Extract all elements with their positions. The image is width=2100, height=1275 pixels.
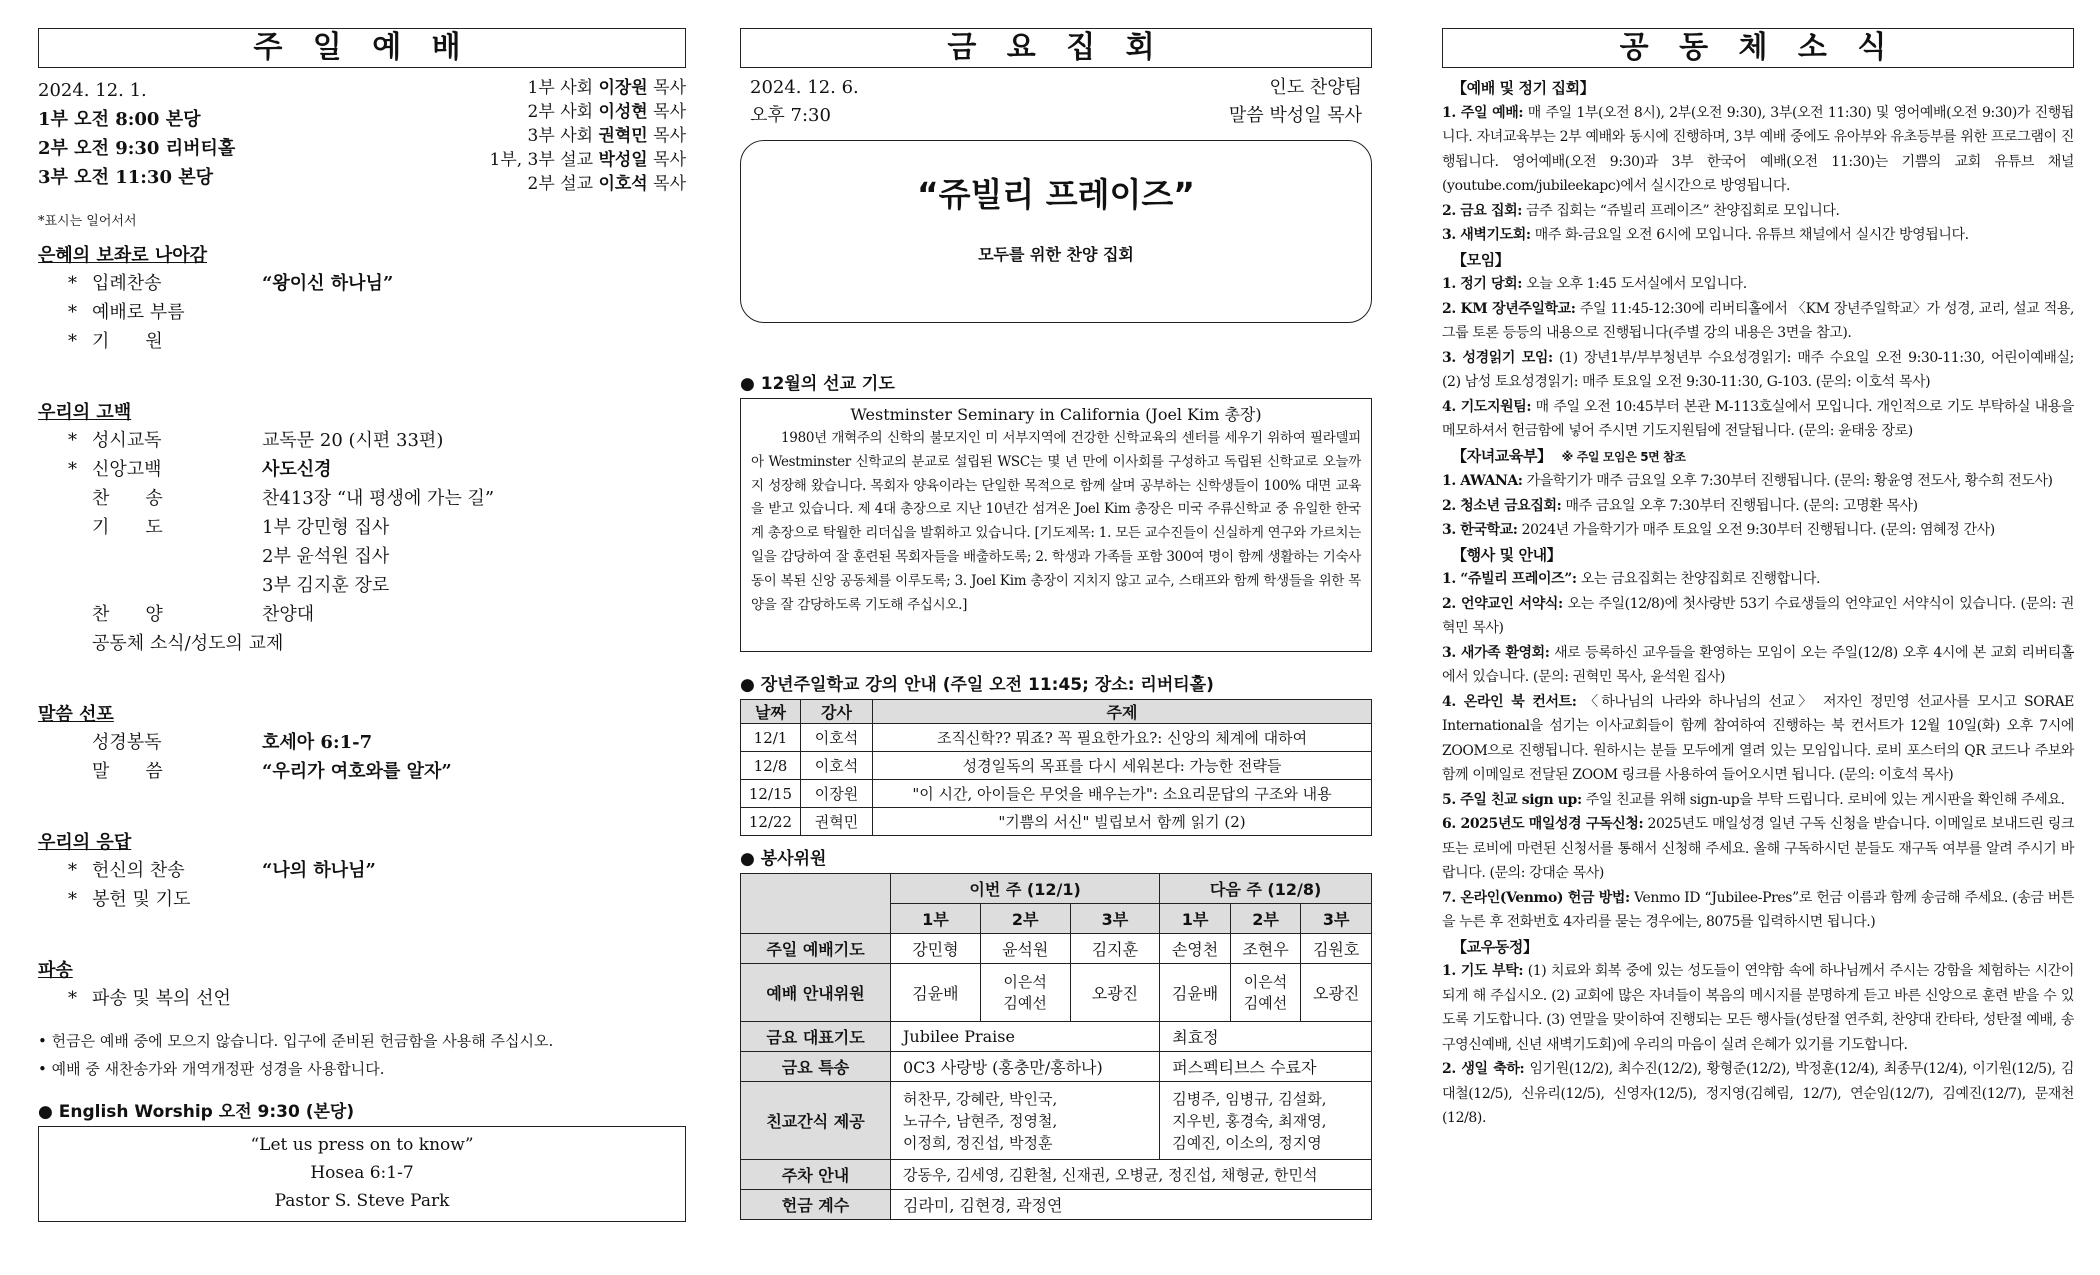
order-item-value: 찬양대 [262,604,315,625]
volunteer-cell: Jubilee Praise [891,1022,1160,1052]
lecture-speaker: 이호석 [801,752,873,780]
english-pastor: Pastor S. Steve Park [274,1191,450,1211]
leader-title: 목사 [653,150,686,170]
news-item-key: 7. 온라인(Venmo) 헌금 방법: [1442,889,1630,906]
leader-name: 박성일 [598,150,648,170]
notice-bullets [38,1027,686,1083]
order-item-name: 성시교독 [92,430,162,451]
news-category [1442,444,2074,470]
english-worship-box [38,1126,686,1222]
news-item [1442,297,2074,346]
part-header: 1부 [891,904,981,934]
news-item-text: 주일 11:45-12:30에 리버티홀에서 〈KM 장년주일학교〉가 성경, 교리, 설교 적용, 그룹 토론 등등의 내용으로 진행됩니다(주별 강의 내용은 3면을 참고). [1442,300,2074,341]
standing-marker: * [68,302,77,323]
leader-line [490,148,686,172]
community-news-column [1442,28,2074,1131]
lecture-heading: ● 장년주일학교 강의 안내 (주일 오전 11:45; 장소: 리버티홀) [740,675,1214,695]
order-item [38,484,686,513]
order-item-name: 기 원 [92,331,163,352]
order-item-name: 봉헌 및 기도 [92,889,191,910]
volunteer-cell: 이은석 김예선 [980,964,1070,1022]
volunteer-cell: 이은석 김예선 [1230,964,1301,1022]
this-week-header: 이번 주 (12/1) [891,874,1160,904]
part-header: 3부 [1070,904,1160,934]
news-category [1442,935,2074,960]
lecture-col-speaker: 강사 [801,700,873,724]
lecture-speaker: 권혁민 [801,808,873,836]
lecture-row [741,724,1372,752]
news-item-key: 3. 성경읽기 모임: [1442,349,1553,366]
news-item-key: 1. 정기 당회: [1442,276,1523,292]
friday-event-title: “쥬빌리 프레이즈” [916,175,1195,214]
order-item-value: 교독문 20 (시편 33편) [262,430,444,451]
news-item-text: 임기원(12/2), 최수진(12/2), 황형준(12/2), 박정훈(12/4), 최종무(12/4), 이기원(12/5), 김대철(12/5), 신유리(12/5), 신영자(12/5), 정지영(김혜림, 12/7), 연순임(12/7), 김예진(12/7), 문재천(12/8). [1442,1061,2074,1126]
english-scripture: Hosea 6:1-7 [310,1163,414,1183]
news-item-key: 1. 주일 예배: [1442,104,1524,121]
order-item-name: 기 도 [92,517,163,538]
leader-line [490,124,686,148]
news-item [1442,101,2074,199]
friday-gathering-column [740,28,1372,1220]
part-header: 1부 [1160,904,1231,934]
row-label-friday-prayer: 금요 대표기도 [741,1022,891,1052]
order-item-name [92,571,262,600]
friday-gathering-title: 금 요 집 회 [740,28,1372,68]
news-item-text: 오늘 오후 1:45 도서실에서 모입니다. [1522,276,1747,292]
volunteer-cell: 퍼스펙티브스 수료자 [1160,1052,1372,1082]
news-category-label: 【모임】 [1452,250,1510,269]
news-item-key: 4. 온라인 북 컨서트: [1442,693,1577,710]
lecture-header-row [741,700,1372,724]
order-item [38,426,686,455]
news-category-note: ※ 주일 모임은 5면 참조 [1561,449,1686,464]
order-item [38,513,686,542]
mission-heading: ● 12월의 선교 기도 [740,374,895,394]
order-item-value: 찬413장 “내 평생에 가는 길” [262,488,495,509]
leader-name: 이호석 [598,174,648,194]
volunteer-cell: 윤석원 [980,934,1070,964]
news-item [1442,788,2074,813]
lecture-date: 12/1 [741,724,801,752]
service-time: 1부 오전 8:00 본당 [38,109,201,130]
friday-sermon: 말씀 박성일 목사 [1228,105,1362,126]
news-item-key: 1. “쥬빌리 프레이즈”: [1442,571,1577,587]
news-item [1442,959,2074,1057]
order-item-name: 성경봉독 [92,732,162,753]
order-item-value [262,885,686,914]
order-section-heading: 은혜의 보좌로 나아감 [38,245,208,266]
order-item-value: “나의 하나님” [262,860,376,881]
news-category-label: 【행사 및 안내】 [1452,545,1562,564]
community-news-title: 공 동 체 소 식 [1442,28,2074,68]
order-item-name: 파송 및 복의 선언 [92,988,231,1009]
lecture-col-date: 날짜 [741,700,801,724]
order-item [38,629,686,658]
news-item-text: 오는 주일(12/8)에 첫사랑반 53기 수료생들의 언약교인 서약식이 있습니다. (문의: 권혁민 목사) [1442,595,2074,636]
lecture-topic: "기쁨의 서신" 빌립보서 함께 읽기 (2) [873,808,1372,836]
service-time: 3부 오전 11:30 본당 [38,167,214,188]
order-item-name: 입례찬송 [92,273,162,294]
news-item-key: 2. 금요 집회: [1442,202,1523,219]
english-sermon-title: “Let us press on to know” [250,1135,474,1155]
part-header: 2부 [980,904,1070,934]
leader-role: 1부 사회 [527,78,594,98]
mission-title: Westminster Seminary in California (Joel Kim 총장) [850,405,1262,424]
news-item [1442,395,2074,444]
news-item-key: 1. 기도 부탁: [1442,963,1524,979]
order-item [38,984,686,1013]
leader-name: 권혁민 [598,126,648,146]
standing-marker: * [68,331,77,352]
volunteer-cell: 오광진 [1301,964,1372,1022]
order-item [38,571,686,600]
order-item [38,856,686,885]
row-label-parking: 주차 안내 [741,1160,891,1190]
news-category-label: 【교우동정】 [1452,937,1538,956]
news-item [1442,518,2074,543]
news-item-text: 2025년도 매일성경 일년 구독 신청을 받습니다. 이메일로 보내드린 링크 또는 로비에 마련된 신청서를 통해서 신청해 주세요. 올해 구독하시던 분들도 재구독 여부를 알려 주시기 바랍니다. (문의: 강대순 목사) [1442,816,2074,881]
order-item-name [92,542,262,571]
news-item [1442,886,2074,935]
news-item-key: 4. 기도지원팀: [1442,398,1532,415]
standing-marker: * [68,459,77,480]
order-item [38,455,686,484]
news-item-key: 6. 2025년도 매일성경 구독신청: [1442,816,1644,832]
news-item-text: 〈하나님의 나라와 하나님의 선교〉 저자인 정민영 선교사를 모시고 SORAE International을 섬기는 이사교회들이 함께 참여하여 진행하는 북 컨서트가 12월 10일(화) 오후 7시에 ZOOM으로 진행됩니다. 원하시는 분들 모두에게 열려 있는 모임입니다. 로비 포스터의 QR 코드나 주보와 함께 이메일로 전달된 ZOOM 링크를 사용하여 들어오시면 됩니다. (문의: 이호석 목사) [1442,693,2074,783]
lecture-rows [741,724,1372,836]
order-item [38,542,686,571]
sunday-worship-column [38,28,686,1222]
news-item-text: 오는 금요집회는 찬양집회로 진행합니다. [1576,571,1821,587]
friday-lead: 인도 찬양팀 [1269,77,1362,98]
order-item-value: “우리가 여호와를 알자” [262,761,452,782]
mission-body: 1980년 개혁주의 신학의 불모지인 미 서부지역에 건강한 신학교육의 센터를 세우기 위하여 필라델피아 Westminster 신학교의 분교로 설립된 WSC는 몇 년 만에 이사회를 구성하고 독립된 신학교로 오늘까지 성장해 왔습니다. 목회자 양육이라는 단일한 목적으로 함께 살며 공부하는 신학생들이 100% 대면 교육을 받고 있습니다. 제 4대 총장으로 지난 10년간 섬겨온 Joel Kim 총장은 미국 주류신학교 중 유일한 한국계 총장으로 탁월한 리더십을 발휘하고 있습니다. [기도제목: 1. 모든 교수진들이 신실하게 연구와 가르치는 일을 감당하여 잘 훈련된 목회자들을 배출하도록; 2. 학생과 가족들 포함 300여 명이 함께 생활하는 기숙사동이 복된 신앙 공동체를 이루도록; 3. Joel Kim 총장이 지치지 않고 교수, 스태프와 함께 학생들을 위한 목양을 잘 감당하도록 기도해 주십시오.] [751,430,1361,613]
next-week-header: 다음 주 (12/8) [1160,874,1372,904]
order-section-heading: 파송 [38,960,73,981]
volunteer-heading: ● 봉사위원 [740,849,827,869]
news-item [1442,1057,2074,1131]
leader-title: 목사 [653,78,686,98]
news-item-text: 주일 친교를 위해 sign-up을 부탁 드립니다. 로비에 있는 게시판을 확인해 주세요. [1581,791,2065,808]
news-item [1442,469,2074,494]
lecture-row [741,780,1372,808]
order-item [38,600,686,629]
order-item-name: 찬 송 [92,488,163,509]
news-category-label: 【예배 및 정기 집회】 [1452,79,1595,97]
news-item-key: 3. 새가족 환영회: [1442,644,1550,661]
order-item-value [231,984,686,1013]
order-item-value: 호세아 6:1-7 [262,732,373,753]
volunteer-cell: 김원호 [1301,934,1372,964]
lecture-row [741,808,1372,836]
volunteer-cell: 강민형 [891,934,981,964]
news-item-key: 3. 한국학교: [1442,522,1518,538]
leader-role: 2부 사회 [527,102,594,122]
row-label-prayer: 주일 예배기도 [741,934,891,964]
volunteer-cell: 김윤배 [1160,964,1231,1022]
volunteer-cell: 오광진 [1070,964,1160,1022]
part-header: 3부 [1301,904,1372,934]
order-section-heading: 우리의 응답 [38,832,132,853]
volunteer-cell: 강동우, 김세영, 김환철, 신재권, 오병균, 정진섭, 채형균, 한민석 [891,1160,1372,1190]
standing-note: *표시는 일어서서 [38,214,137,229]
leader-line [490,76,686,100]
news-item [1442,272,2074,297]
friday-time: 오후 7:30 [750,105,831,126]
order-item [38,728,686,757]
news-item [1442,346,2074,395]
order-item-value: 1부 강민형 집사 [262,517,390,538]
order-item-value: 3부 김지훈 장로 [262,575,390,596]
news-item-text: Venmo ID “Jubilee-Pres”로 헌금 이름과 함께 송금해 주세요. (송금 버튼을 누른 후 전화번호 4자리를 묻는 경우에는, 8075를 입력하시면 됩니다.) [1442,889,2074,930]
sunday-worship-title: 주 일 예 배 [38,28,686,68]
order-item-name: 예배로 부름 [92,302,185,323]
volunteer-corner [741,874,891,934]
news-item [1442,592,2074,641]
order-item [38,757,686,786]
news-item [1442,690,2074,788]
lecture-table [740,699,1372,836]
notice-item: • 헌금은 예배 중에 모으지 않습니다. 입구에 준비된 헌금함을 사용해 주십시오. [38,1027,686,1055]
lecture-speaker: 이호석 [801,724,873,752]
lecture-speaker: 이장원 [801,780,873,808]
volunteer-cell: 조현우 [1230,934,1301,964]
order-item [38,298,686,327]
lecture-topic: 성경일독의 목표를 다시 세워본다: 가능한 전략들 [873,752,1372,780]
friday-event-box [740,140,1372,323]
news-item-text: 새로 등록하신 교우들을 환영하는 모임이 오는 주일(12/8) 오후 4시에 본 교회 리버티홀에서 있습니다. (문의: 권혁민 목사, 윤석원 집사) [1442,644,2074,685]
service-time: 2부 오전 9:30 리버티홀 [38,138,236,159]
news-item-key: 1. AWANA: [1442,473,1523,489]
news-item [1442,199,2074,224]
news-item-key: 2. 청소년 금요집회: [1442,497,1562,514]
order-item [38,327,686,356]
volunteer-table [740,873,1372,1220]
order-item-name: 공동체 소식/성도의 교제 [92,633,284,654]
news-category-label: 【자녀교육부】 [1452,446,1552,465]
order-of-worship [38,243,686,1013]
lecture-date: 12/8 [741,752,801,780]
volunteer-cell: 최효정 [1160,1022,1372,1052]
volunteer-cell: 김라미, 김현경, 곽정연 [891,1190,1372,1220]
volunteer-cell: 손영천 [1160,934,1231,964]
lecture-topic: 조직신학?? 뭐죠? 꼭 필요한가요?: 신앙의 체계에 대하여 [873,724,1372,752]
service-times [38,76,235,196]
news-item-text: (1) 장년1부/부부청년부 수요성경읽기: 매주 수요일 오전 9:30-11:30, 어린이예배실; (2) 남성 토요성경읽기: 매주 토요일 오전 9:30-11:30, G-103. (문의: 이호석 목사) [1442,349,2075,390]
leader-role: 2부 설교 [527,174,594,194]
leader-title: 목사 [653,126,686,146]
news-item [1442,567,2074,592]
part-header: 2부 [1230,904,1301,934]
news-category [1442,543,2074,568]
order-item [38,269,686,298]
volunteer-cell: 김윤배 [891,964,981,1022]
leader-title: 목사 [653,102,686,122]
order-item-name: 신앙고백 [92,459,162,480]
lecture-date: 12/15 [741,780,801,808]
news-category [1442,248,2074,273]
volunteer-cell: 김지훈 [1070,934,1160,964]
volunteer-cell: 0C3 사랑방 (홍충만/홍하나) [891,1052,1160,1082]
news-item-text: 매 주일 오전 10:45부터 본관 M-113호실에서 모입니다. 개인적으로 기도 부탁하실 내용을 메모하셔서 헌금함에 넣어 주시면 기도지원팀에 전달됩니다. (문의: 윤태웅 장로) [1442,398,2074,439]
leader-line [490,172,686,196]
mission-prayer-box [740,398,1372,652]
news-item-key: 5. 주일 친교 sign up: [1442,791,1582,808]
order-item-value [262,327,686,356]
standing-marker: * [68,273,77,294]
news-item-key: 2. KM 장년주일학교: [1442,300,1576,317]
friday-info [740,74,1372,130]
news-item [1442,812,2074,886]
service-header [38,76,686,196]
news-item [1442,223,2074,248]
news-item-text: 가을학기가 매주 금요일 오후 7:30부터 진행됩니다. (문의: 황윤영 전도사, 황수희 전도사) [1522,473,2053,489]
order-section-heading: 우리의 고백 [38,402,132,423]
order-item-name: 말 씀 [92,761,163,782]
news-item-key: 3. 새벽기도회: [1442,227,1531,243]
lecture-topic: "이 시간, 아이들은 무엇을 배우는가": 소요리문답의 구조와 내용 [873,780,1372,808]
volunteer-cell: 김병주, 임병규, 김설화, 지우빈, 홍경숙, 최재영, 김예진, 이소의, 정지영 [1160,1082,1372,1160]
news-item-key: 2. 생일 축하: [1442,1061,1525,1077]
row-label-usher: 예배 안내위원 [741,964,891,1022]
worship-leaders [490,76,686,196]
worship-date: 2024. 12. 1. [38,80,147,101]
english-worship-heading: ● English Worship 오전 9:30 (본당) [38,1102,355,1122]
news-category [1442,76,2074,101]
volunteer-cell: 허찬무, 강혜란, 박인국, 노규수, 남현주, 정영철, 이정희, 정진섭, 박정훈 [891,1082,1160,1160]
order-item [38,885,686,914]
community-news-body [1442,76,2074,1131]
news-item-text: 매 주일 1부(오전 8시), 2부(오전 9:30), 3부(오전 11:30) 및 영어예배(오전 9:30)가 진행됩니다. 자녀교육부는 2부 예배와 동시에 진행하며, 3부 예배 중에도 유아부와 유초등부를 위한 프로그램이 진행됩니다. 영어예배(오전 9:30)과 3부 한국어 예배(오전 11:30)는 기쁨의 교회 유튜브 채널(youtube.com/jubileekapc)에서 실시간으로 방영됩니다. [1442,104,2074,194]
order-section-heading: 말씀 선포 [38,704,114,725]
order-item-value [262,298,686,327]
news-item-text: 매주 금요일 오후 7:30부터 진행됩니다. (문의: 고명환 목사) [1561,497,1918,514]
order-item-name: 찬 양 [92,604,163,625]
news-item-key: 2. 언약교인 서약식: [1442,595,1563,612]
news-item-text: 매주 화-금요일 오전 6시에 모입니다. 유튜브 채널에서 실시간 방영됩니다. [1530,227,1969,243]
news-item-text: 금주 집회는 “쥬빌리 프레이즈” 찬양집회로 모입니다. [1522,202,1840,219]
order-item-name: 헌신의 찬송 [92,860,185,881]
standing-marker: * [68,860,77,881]
lecture-col-topic: 주제 [873,700,1372,724]
leader-title: 목사 [653,174,686,194]
order-item-value: “왕이신 하나님” [262,273,394,294]
order-item-value [283,629,686,658]
lecture-date: 12/22 [741,808,801,836]
leader-name: 이성현 [598,102,648,122]
notice-item: • 예배 중 새찬송가와 개역개정판 성경을 사용합니다. [38,1055,686,1083]
leader-role: 1부, 3부 설교 [489,150,594,170]
standing-marker: * [68,988,77,1009]
news-item [1442,641,2074,690]
news-item-text: (1) 치료와 회복 중에 있는 성도들이 연약함 속에 하나님께서 주시는 강함을 체험하는 시간이 되게 해 주십시오. (2) 교회에 많은 자녀들이 복음의 메시지를 분명하게 듣고 바른 신앙으로 훈련 받을 수 있도록 기도합니다. (3) 연말을 맞이하여 진행되는 모든 행사들(성탄절 연주회, 찬양대 칸타타, 성탄절 예배, 송구영신예배, 신년 새벽기도회)에 우리의 마음이 실려 은혜가 있기를 기도합니다. [1442,963,2074,1053]
order-item-value: 사도신경 [262,459,332,480]
row-label-snack: 친교간식 제공 [741,1082,891,1160]
row-label-offering: 헌금 계수 [741,1190,891,1220]
row-label-friday-special: 금요 특송 [741,1052,891,1082]
standing-marker: * [68,430,77,451]
leader-name: 이장원 [598,78,648,98]
friday-event-subtitle: 모두를 위한 찬양 집회 [978,245,1134,264]
news-item-text: 2024년 가을학기가 매주 토요일 오전 9:30부터 진행됩니다. (문의: 염혜정 간사) [1517,522,1995,538]
leader-role: 3부 사회 [527,126,594,146]
order-item-value: 2부 윤석원 집사 [262,546,390,567]
lecture-row [741,752,1372,780]
standing-marker: * [68,889,77,910]
friday-date: 2024. 12. 6. [750,77,859,98]
leader-line [490,100,686,124]
news-item [1442,494,2074,519]
